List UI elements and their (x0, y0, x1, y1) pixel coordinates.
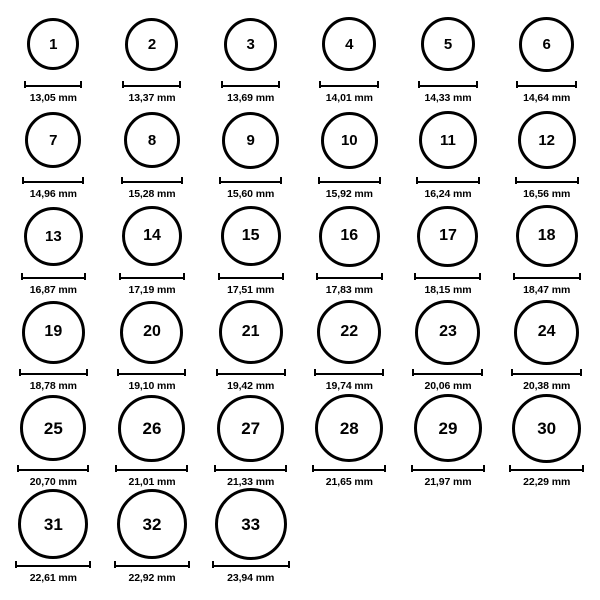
dimension-arrow (412, 368, 483, 377)
ring-size-number: 19 (44, 323, 63, 340)
dimension-line (418, 81, 478, 88)
ring-size-number: 8 (147, 131, 157, 149)
ring-size-number: 18 (537, 227, 556, 244)
ring-circle-wrap (315, 392, 383, 464)
ring-circle-wrap (117, 488, 187, 560)
ring-size-cell[interactable] (399, 392, 498, 488)
ring-diameter-label: 20,70 mm (29, 476, 77, 488)
ring-circle-wrap (18, 488, 88, 560)
ring-circle-wrap (224, 8, 277, 80)
ring-circle (217, 395, 284, 462)
ring-diameter-label: 14,64 mm (523, 92, 571, 104)
dimension-line (513, 273, 581, 280)
dimension-arrow (117, 368, 186, 377)
ring-size-number: 12 (538, 131, 555, 149)
dimension-arrow (319, 80, 379, 89)
ring-diameter-label: 21,01 mm (128, 476, 176, 488)
ring-size-number: 6 (542, 35, 551, 53)
ring-size-number: 30 (537, 418, 557, 438)
ring-circle (120, 301, 183, 364)
ring-circle-wrap (419, 104, 477, 176)
ring-size-number: 29 (438, 418, 458, 438)
ring-circle (321, 112, 378, 169)
ring-size-number: 13 (44, 227, 62, 245)
ring-size-number: 9 (246, 131, 255, 149)
ring-size-number: 14 (143, 227, 161, 244)
dimension-arrow (119, 272, 185, 281)
ring-circle-wrap (414, 392, 482, 464)
ring-circle (518, 111, 576, 169)
ring-size-cell[interactable] (4, 104, 103, 200)
dimension-arrow (22, 176, 84, 185)
dimension-line (316, 273, 383, 280)
ring-size-number: 7 (49, 131, 58, 149)
ring-diameter-label: 15,92 mm (325, 188, 373, 200)
ring-diameter-label: 13,69 mm (227, 92, 275, 104)
dimension-line (117, 369, 186, 376)
dimension-line (115, 465, 188, 472)
ring-circle (519, 17, 574, 72)
ring-circle (20, 395, 86, 461)
ring-circle (221, 206, 281, 266)
ring-circle-wrap (118, 392, 185, 464)
dimension-line (221, 81, 280, 88)
dimension-arrow (21, 272, 86, 281)
ring-diameter-label: 17,51 mm (227, 284, 275, 296)
dimension-arrow (314, 368, 384, 377)
dimension-arrow (414, 272, 481, 281)
ring-size-cell[interactable] (300, 8, 399, 104)
ring-circle-wrap (20, 392, 86, 464)
ring-size-cell[interactable] (103, 392, 202, 488)
ring-size-cell[interactable] (399, 104, 498, 200)
dimension-line (121, 177, 183, 184)
ring-diameter-label: 18,47 mm (523, 284, 571, 296)
ring-circle-wrap (222, 104, 279, 176)
ring-circle-wrap (24, 200, 83, 272)
ring-size-number: 15 (241, 227, 260, 244)
dimension-line (114, 561, 190, 568)
ring-size-number: 16 (340, 227, 359, 244)
ring-circle (224, 18, 277, 71)
dimension-arrow (17, 464, 89, 473)
dimension-arrow (312, 464, 386, 473)
dimension-line (412, 369, 483, 376)
ring-circle (514, 300, 579, 365)
ring-diameter-label: 17,19 mm (128, 284, 176, 296)
dimension-arrow (214, 464, 287, 473)
ring-circle (125, 18, 178, 71)
ring-circle (117, 489, 187, 559)
ring-circle (317, 300, 381, 364)
ring-circle-wrap (22, 296, 85, 368)
ring-size-number: 28 (339, 418, 359, 438)
ring-size-number: 4 (345, 35, 354, 53)
dimension-arrow (418, 80, 478, 89)
ring-circle-wrap (217, 392, 284, 464)
ring-circle (25, 112, 81, 168)
ring-size-number: 17 (439, 227, 457, 244)
ring-size-number: 3 (246, 35, 255, 53)
ring-diameter-label: 20,06 mm (424, 380, 472, 392)
ring-diameter-label: 14,96 mm (29, 188, 77, 200)
ring-size-number: 27 (241, 418, 261, 438)
dimension-line (219, 177, 282, 184)
ring-size-cell[interactable] (201, 200, 300, 296)
dimension-line (218, 273, 284, 280)
dimension-arrow (219, 176, 282, 185)
ring-circle-wrap (120, 296, 183, 368)
ring-diameter-label: 15,28 mm (128, 188, 176, 200)
ring-circle-wrap (518, 104, 576, 176)
ring-circle-wrap (122, 200, 182, 272)
dimension-line (411, 465, 485, 472)
ring-circle-wrap (417, 200, 478, 272)
dimension-line (119, 273, 185, 280)
ring-circle (417, 206, 478, 267)
ring-diameter-label: 15,60 mm (227, 188, 275, 200)
ring-circle-wrap (322, 8, 376, 80)
dimension-arrow (318, 176, 381, 185)
ring-size-cell[interactable] (103, 104, 202, 200)
ring-diameter-label: 16,24 mm (424, 188, 472, 200)
ring-circle (215, 488, 287, 560)
ring-diameter-label: 17,83 mm (325, 284, 373, 296)
dimension-line (122, 81, 181, 88)
dimension-arrow (121, 176, 183, 185)
ring-diameter-label: 22,29 mm (523, 476, 571, 488)
ring-size-cell[interactable] (103, 488, 202, 584)
ring-circle-wrap (317, 296, 381, 368)
ring-size-number: 26 (142, 418, 162, 438)
ring-circle-wrap (25, 104, 81, 176)
ring-grid (4, 8, 596, 584)
dimension-line (416, 177, 480, 184)
dimension-line (314, 369, 384, 376)
ring-size-cell[interactable] (399, 200, 498, 296)
ring-diameter-label: 21,97 mm (424, 476, 472, 488)
ring-circle (512, 394, 581, 463)
ring-circle-wrap (514, 296, 579, 368)
dimension-arrow (122, 80, 181, 89)
ring-size-number: 32 (142, 514, 162, 534)
ring-size-number: 5 (443, 35, 453, 53)
ring-diameter-label: 20,38 mm (523, 380, 571, 392)
ring-size-cell[interactable] (300, 104, 399, 200)
dimension-line (214, 465, 287, 472)
ring-size-cell[interactable] (4, 392, 103, 488)
ring-diameter-label: 13,05 mm (29, 92, 77, 104)
ring-circle (315, 394, 383, 462)
ring-circle-wrap (516, 200, 578, 272)
ring-diameter-label: 19,42 mm (227, 380, 275, 392)
ring-size-cell[interactable] (497, 104, 596, 200)
dimension-arrow (212, 560, 290, 569)
dimension-arrow (221, 80, 280, 89)
ring-circle (516, 205, 578, 267)
dimension-line (319, 81, 379, 88)
ring-circle (319, 206, 380, 267)
ring-size-number: 25 (43, 418, 63, 438)
dimension-line (511, 369, 582, 376)
dimension-line (212, 561, 290, 568)
ring-circle (415, 300, 480, 365)
ring-circle-wrap (519, 8, 574, 80)
dimension-arrow (416, 176, 480, 185)
ring-size-cell[interactable] (300, 392, 399, 488)
ring-size-number: 23 (439, 323, 457, 340)
ring-circle-wrap (421, 8, 475, 80)
ring-size-cell[interactable] (4, 200, 103, 296)
ring-size-number: 22 (340, 323, 359, 340)
ring-circle-wrap (221, 200, 281, 272)
dimension-line (17, 465, 89, 472)
dimension-arrow (216, 368, 286, 377)
dimension-arrow (509, 464, 584, 473)
ring-circle-wrap (512, 392, 581, 464)
dimension-line (22, 177, 84, 184)
ring-size-number: 11 (440, 131, 456, 149)
ring-size-number: 33 (241, 514, 261, 534)
dimension-arrow (411, 464, 485, 473)
ring-diameter-label: 22,92 mm (128, 572, 176, 584)
ring-circle (124, 112, 180, 168)
ring-diameter-label: 13,37 mm (128, 92, 176, 104)
dimension-arrow (218, 272, 284, 281)
ring-diameter-label: 22,61 mm (29, 572, 77, 584)
ring-diameter-label: 21,33 mm (227, 476, 275, 488)
ring-circle-wrap (215, 488, 287, 560)
dimension-line (21, 273, 86, 280)
dimension-line (24, 81, 82, 88)
ring-circle (27, 18, 79, 70)
dimension-arrow (15, 560, 91, 569)
ring-circle (419, 111, 477, 169)
ring-size-cell[interactable] (103, 296, 202, 392)
dimension-arrow (515, 176, 579, 185)
ring-circle (24, 207, 83, 266)
dimension-line (515, 177, 579, 184)
ring-diameter-label: 23,94 mm (227, 572, 275, 584)
ring-size-cell[interactable] (201, 392, 300, 488)
ring-diameter-label: 18,15 mm (424, 284, 472, 296)
ring-size-number: 21 (241, 323, 260, 340)
dimension-arrow (114, 560, 190, 569)
ring-diameter-label: 21,65 mm (325, 476, 373, 488)
ring-circle-wrap (124, 104, 180, 176)
dimension-line (318, 177, 381, 184)
dimension-line (312, 465, 386, 472)
ring-size-number: 1 (49, 35, 58, 53)
dimension-line (216, 369, 286, 376)
ring-diameter-label: 14,33 mm (424, 92, 472, 104)
ring-size-cell[interactable] (399, 296, 498, 392)
dimension-line (509, 465, 584, 472)
ring-circle-wrap (125, 8, 178, 80)
ring-size-number: 20 (143, 323, 161, 340)
ring-circle-wrap (319, 200, 380, 272)
ring-size-cell[interactable] (300, 296, 399, 392)
ring-size-cell[interactable] (497, 200, 596, 296)
ring-diameter-label: 19,74 mm (325, 380, 373, 392)
ring-size-number: 24 (537, 323, 556, 340)
ring-size-cell[interactable] (103, 8, 202, 104)
dimension-arrow (24, 80, 82, 89)
dimension-line (15, 561, 91, 568)
ring-size-cell[interactable] (399, 8, 498, 104)
dimension-arrow (511, 368, 582, 377)
ring-size-cell[interactable] (201, 488, 300, 584)
ring-size-cell[interactable] (201, 8, 300, 104)
ring-circle-wrap (219, 296, 283, 368)
ring-diameter-label: 18,78 mm (29, 380, 77, 392)
ring-size-cell[interactable] (497, 296, 596, 392)
dimension-arrow (513, 272, 581, 281)
ring-diameter-label: 16,87 mm (29, 284, 77, 296)
ring-circle (414, 394, 482, 462)
ring-circle (118, 395, 185, 462)
ring-size-cell[interactable] (300, 200, 399, 296)
ring-circle (322, 17, 376, 71)
dimension-line (414, 273, 481, 280)
dimension-arrow (516, 80, 577, 89)
ring-size-cell[interactable] (4, 8, 103, 104)
ring-size-cell[interactable] (201, 296, 300, 392)
ring-circle (219, 300, 283, 364)
ring-circle (222, 112, 279, 169)
ring-diameter-label: 16,56 mm (523, 188, 571, 200)
ring-size-cell[interactable] (497, 392, 596, 488)
ring-size-cell[interactable] (4, 488, 103, 584)
dimension-line (516, 81, 577, 88)
ring-size-number: 2 (147, 35, 157, 53)
dimension-line (19, 369, 88, 376)
dimension-arrow (19, 368, 88, 377)
ring-size-number: 31 (43, 514, 63, 534)
ring-circle (22, 301, 85, 364)
ring-size-number: 10 (340, 131, 358, 149)
ring-circle (18, 489, 88, 559)
ring-size-cell[interactable] (497, 8, 596, 104)
ring-circle-wrap (415, 296, 480, 368)
ring-size-cell[interactable] (103, 200, 202, 296)
ring-diameter-label: 14,01 mm (325, 92, 373, 104)
ring-size-cell[interactable] (201, 104, 300, 200)
ring-circle (421, 17, 475, 71)
ring-circle-wrap (321, 104, 378, 176)
ring-diameter-label: 19,10 mm (128, 380, 176, 392)
dimension-arrow (316, 272, 383, 281)
ring-size-cell[interactable] (4, 296, 103, 392)
ring-circle-wrap (27, 8, 79, 80)
ring-circle (122, 206, 182, 266)
dimension-arrow (115, 464, 188, 473)
